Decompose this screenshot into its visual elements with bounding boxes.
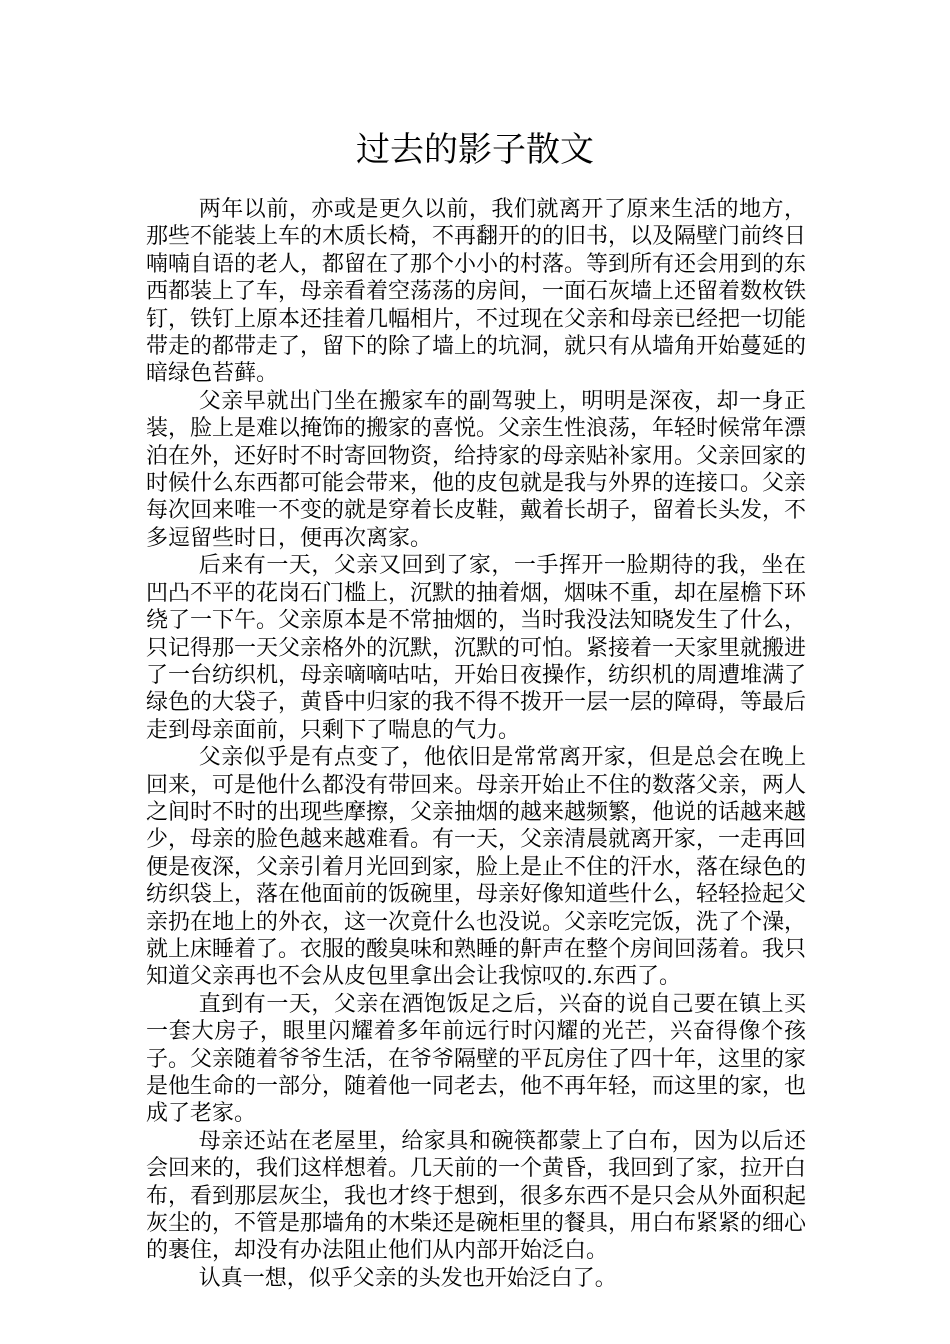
paragraph-7: 认真一想，似乎父亲的头发也开始泛白了。 — [198, 1265, 617, 1291]
document-body — [146, 196, 806, 1292]
paragraph-4: 父亲似乎是有点变了，他依旧是常常离开家，但是总会在晚上回来，可是他什么都没有带回来。母亲开始止不住的数落父亲，两人之间时不时的出现些摩擦，父亲抽烟的越来越频繁，他说的话越来越少，母亲的脸色越来越难看。有一天，父亲清晨就离开家，一走再回便是夜深，父亲引着月光回到家，脸上是止不住的汗水，落在绿色的纺织袋上，落在他面前的饭碗里，母亲好像知道些什么，轻轻捡起父亲扔在地上的外衣，这一次竟什么也没说。父亲吃完饭，洗了个澡，就上床睡着了。衣服的酸臭味和熟睡的鼾声在整个房间回荡着。我只知道父亲再也不会从皮包里拿出会让我惊叹的.东西了。 — [146, 745, 807, 990]
paragraph-2: 父亲早就出门坐在搬家车的副驾驶上，明明是深夜，却一身正装，脸上是难以掩饰的搬家的喜悦。父亲生性浪荡，年轻时候常年漂泊在外，还好时不时寄回物资，给持家的母亲贴补家用。父亲回家的时候什么东西都可能会带来，他的皮包就是我与外界的连接口。父亲每次回来唯一不变的就是穿着长皮鞋，戴着长胡子，留着长头发，不多逗留些时日，便再次离家。 — [146, 388, 807, 551]
document-title: 过去的影子散文 — [356, 130, 594, 170]
paragraph-3: 后来有一天，父亲又回到了家，一手挥开一脸期待的我，坐在凹凸不平的花岗石门槛上，沉默的抽着烟，烟味不重，却在屋檐下环绕了一下午。父亲原本是不常抽烟的，当时我没法知晓发生了什么，只记得那一天父亲格外的沉默，沉默的可怕。紧接着一天家里就搬进了一台纺织机，母亲嘀嘀咕咕，开始日夜操作，纺织机的周遭堆满了绿色的大袋子，黄昏中归家的我不得不拨开一层一层的障碍，等最后走到母亲面前，只剩下了喘息的气力。 — [146, 553, 807, 743]
paragraph-6: 母亲还站在老屋里，给家具和碗筷都蒙上了白布，因为以后还会回来的，我们这样想着。几天前的一个黄昏，我回到了家，拉开白布，看到那层灰尘，我也才终于想到，很多东西不是只会从外面积起灰尘的，不管是那墙角的木柴还是碗柜里的餐具，用白布紧紧的细心的裹住，却没有办法阻止他们从内部开始泛白。 — [146, 1128, 807, 1264]
paragraph-5: 直到有一天，父亲在酒饱饭足之后，兴奋的说自己要在镇上买一套大房子，眼里闪耀着多年前远行时闪耀的光芒，兴奋得像个孩子。父亲随着爷爷生活，在爷爷隔壁的平瓦房住了四十年，这里的家是他生命的一部分，随着他一同老去，他不再年轻，而这里的家，也成了老家。 — [146, 991, 807, 1127]
paragraph-1: 两年以前，亦或是更久以前，我们就离开了原来生活的地方，那些不能装上车的木质长椅，不再翻开的的旧书，以及隔壁门前终日喃喃自语的老人，都留在了那个小小的村落。等到所有还会用到的东西都装上了车，母亲看着空荡荡的房间，一面石灰墙上还留着数枚铁钉，铁钉上原本还挂着几幅相片，不过现在父亲和母亲已经把一切能带走的都带走了，留下的除了墙上的坑洞，就只有从墙角开始蔓延的暗绿色苔藓。 — [146, 197, 807, 387]
